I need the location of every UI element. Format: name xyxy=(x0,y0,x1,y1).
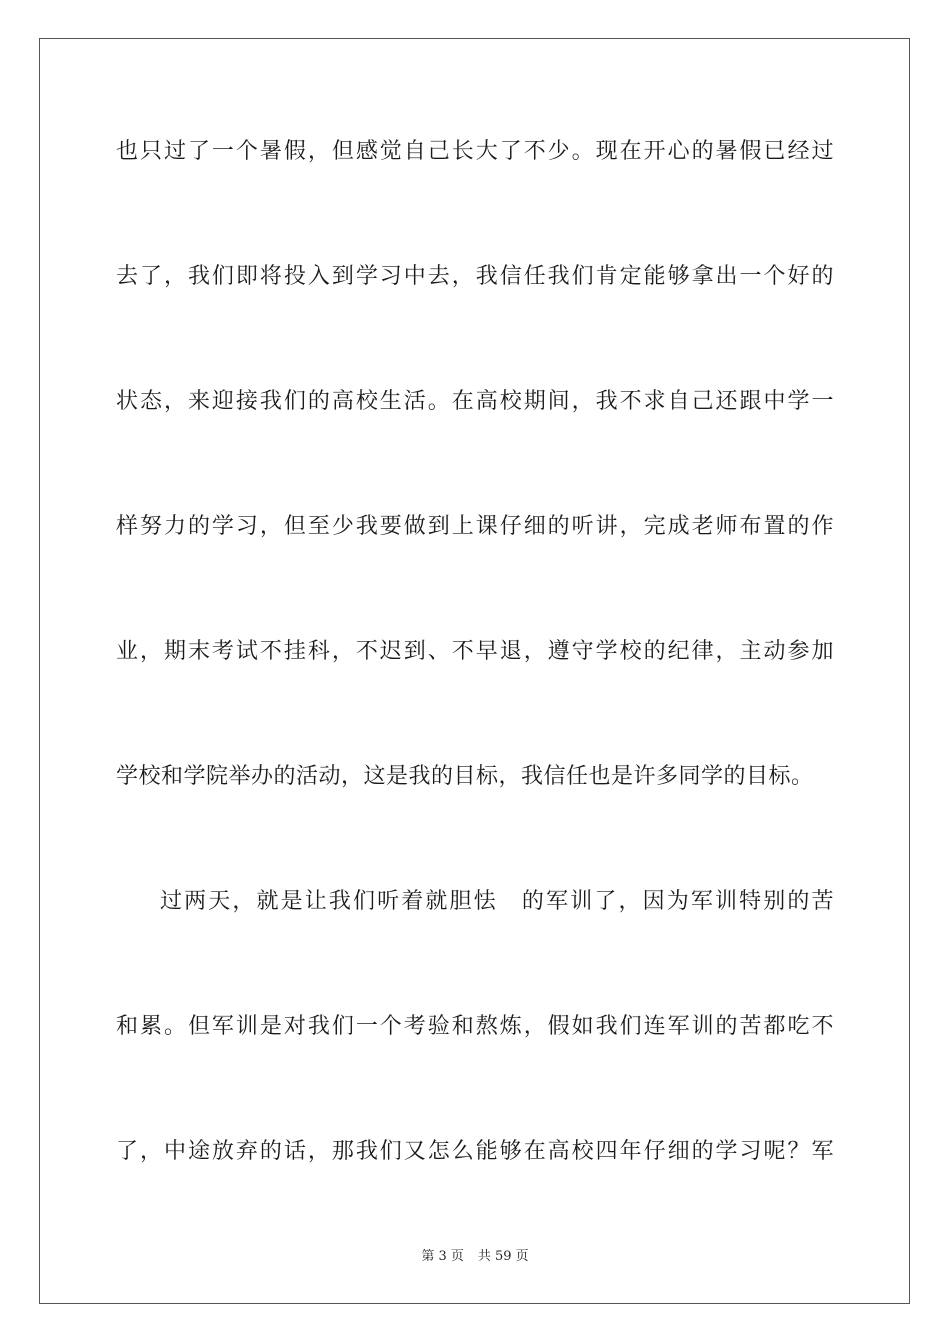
paragraph-line: 去了，我们即将投入到学习中去，我信任我们肯定能够拿出一个好的 xyxy=(116,264,834,289)
paragraph-line: 也只过了一个暑假，但感觉自己长大了不少。现在开心的暑假已经过 xyxy=(116,139,834,164)
paragraph-line: 业，期末考试不挂科，不迟到、不早退，遵守学校的纪律，主动参加 xyxy=(116,639,834,664)
paragraph-line: 学校和学院举办的活动，这是我的目标，我信任也是许多同学的目标。 xyxy=(116,764,814,789)
page-total: 共 59 页 xyxy=(477,1249,529,1264)
page-number: 第 3 页 xyxy=(421,1249,464,1264)
paragraph-line: 状态，来迎接我们的高校生活。在高校期间，我不求自己还跟中学一 xyxy=(116,389,834,414)
paragraph-line: 样努力的学习，但至少我要做到上课仔细的听讲，完成老师布置的作 xyxy=(116,514,834,539)
paragraph-line: 过两天，就是让我们听着就胆怯 的军训了，因为军训特别的苦 xyxy=(160,889,834,914)
paragraph-line: 了，中途放弃的话，那我们又怎么能够在高校四年仔细的学习呢？军 xyxy=(116,1139,834,1164)
paragraph-line: 和累。但军训是对我们一个考验和熬炼，假如我们连军训的苦都吃不 xyxy=(116,1014,834,1039)
page-border xyxy=(39,38,910,1304)
page-footer xyxy=(0,1248,950,1266)
